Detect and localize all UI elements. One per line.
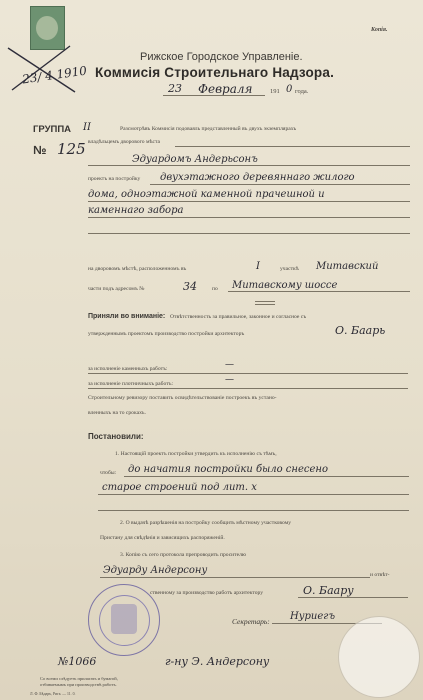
footnote-2: отбиваемымъ при производствѣ работъ. xyxy=(40,682,117,687)
item1-line-2 xyxy=(98,494,409,495)
revisor-text-1: Строительному ревизору поставить освидѣтельствованіе построекъ въ устано- xyxy=(88,395,277,401)
project-line-2 xyxy=(88,201,410,202)
accepted-text-1: Отвѣтственность за правильное, законное и согласное съ xyxy=(170,314,307,320)
accepted-text-2: утвержденнымъ проектомъ производство постройки архитекторъ xyxy=(88,331,245,337)
address-text: части подъ адресомъ № xyxy=(88,286,145,292)
owner-name: Эдуардомъ Андерьсонъ xyxy=(132,154,258,165)
wood-works-label: за исполненіе плотничныхъ работъ: xyxy=(88,381,174,387)
item2-text-1: 2. О выдачѣ разрѣшенія на постройку сообщить мѣстному участковому xyxy=(120,520,292,526)
address-by: по xyxy=(212,286,218,292)
item1-text-1: 1. Настоящій проектъ постройки утвердить къ исполненію съ тѣмъ, xyxy=(115,451,277,457)
stone-works-value: — xyxy=(225,360,234,370)
address-line xyxy=(228,291,410,292)
item3-text: 3. Копію съ сего протокола препроводить просителю xyxy=(120,552,247,558)
addressee: г-ну Э. Андерсону xyxy=(165,655,270,668)
stone-works-line xyxy=(88,373,408,374)
footnote-1: Со всеми слѣдуетъ прилагать и бумагой, xyxy=(40,676,118,681)
outgoing-number: №1066 xyxy=(58,655,97,668)
responsible-architect: О. Баару xyxy=(303,584,354,597)
address-street: Митавскому шоссе xyxy=(232,280,338,291)
protocol-number: 125 xyxy=(57,140,86,158)
project-desc-3: каменнаго забора xyxy=(88,205,184,216)
item1-line-3 xyxy=(98,510,409,511)
watermark-logo-icon xyxy=(338,616,420,698)
date-day: 23 xyxy=(168,82,182,95)
printer-mark: Л. Ф. Бѣдаръ, Рига. — 11. 0. xyxy=(30,692,76,696)
intro-text-1: Разсмотрѣвъ Коммисія подоваяль представленный въ двухъ экземплярахъ xyxy=(120,126,297,132)
item1-condition-2: старое строений под лит. x xyxy=(102,482,257,493)
address-number: 34 xyxy=(183,280,197,293)
resolved-label: Постановили: xyxy=(88,432,144,441)
date-year-prefix: 191 xyxy=(270,88,280,95)
secretary-signature: Нуриегъ xyxy=(290,611,335,622)
group-number: II xyxy=(83,122,91,133)
date-year-suffix: года. xyxy=(295,88,309,95)
org-name: Рижское Городское Управленіе. xyxy=(140,51,303,63)
wood-works-line xyxy=(88,388,408,389)
place-district-label: участкѣ xyxy=(280,266,299,272)
and-text: и отвѣт- xyxy=(370,572,390,578)
intro-text-2: владѣльцемъ дворового мѣста xyxy=(88,139,161,145)
recipient-line xyxy=(100,577,370,578)
item1-text-2: чтобы: xyxy=(100,470,117,476)
secretary-label: Секретарь: xyxy=(232,617,270,626)
project-line-1 xyxy=(150,184,410,185)
number-label: № xyxy=(33,143,47,157)
recipient-name: Эдуарду Андерсону xyxy=(103,565,208,576)
place-district-number: I xyxy=(256,261,260,272)
project-desc-2: дома, одноэтажной каменной прачешной и xyxy=(88,189,325,200)
stone-works-label: за исполненіе каменныхъ работъ: xyxy=(88,366,168,372)
wood-works-value: — xyxy=(225,375,234,385)
place-text: на дворовомъ мѣстѣ, расположенномъ въ xyxy=(88,266,187,272)
responsible-text: ственному за производство работъ архитектору xyxy=(150,590,264,596)
item1-line-1 xyxy=(124,476,409,477)
struck-word xyxy=(255,301,275,305)
item2-text-2: Пристану для свѣдѣнія и зависящихъ распоряженій. xyxy=(100,535,225,541)
date-underline xyxy=(163,95,265,96)
date-month: Февраля xyxy=(198,82,253,96)
date-year-hand: 0 xyxy=(286,84,293,95)
owner-line xyxy=(88,165,410,166)
accepted-label: Приняли во вниманіе: xyxy=(88,313,166,320)
item1-condition-1: до начатия постройки было снесено xyxy=(128,464,329,475)
group-label: ГРУППА xyxy=(33,124,72,135)
place-district-name: Митавский xyxy=(316,261,379,272)
responsible-line xyxy=(298,597,408,598)
intro-underline xyxy=(175,146,410,147)
revisor-text-2: вленныхъ на то срокахъ. xyxy=(88,410,146,416)
copy-mark: Копія. xyxy=(371,27,388,33)
stamp-cancel-date: 23/ 4 1910 xyxy=(21,63,88,87)
project-line-4 xyxy=(88,233,410,234)
seal-emblem-icon xyxy=(111,604,137,634)
project-desc-1: двухэтажного деревяннаго жилого xyxy=(160,172,355,183)
architect-name: О. Баарь xyxy=(335,324,386,337)
project-label: проектъ на постройку xyxy=(88,176,141,182)
project-line-3 xyxy=(88,217,410,218)
commission-title: Коммисія Строительнаго Надзора. xyxy=(95,65,335,80)
